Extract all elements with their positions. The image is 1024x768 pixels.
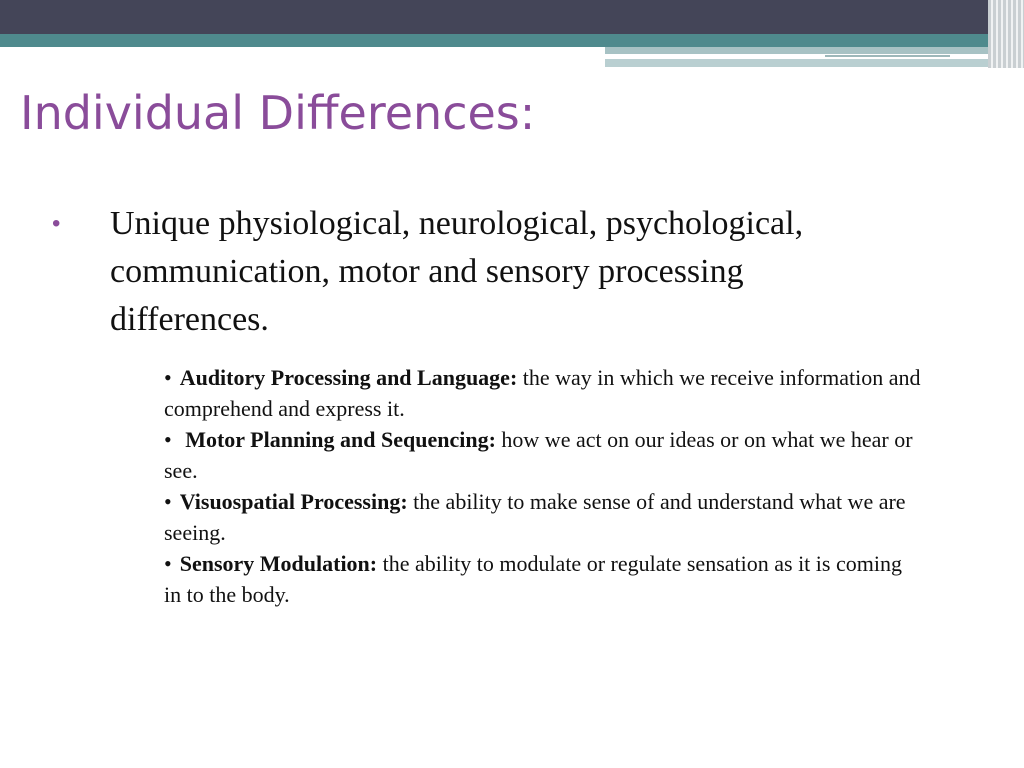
sub-bullet-dot-icon: • [164,551,172,576]
bullet-dot-icon: • [52,210,61,237]
sub-bullet-description: how we act on our ideas or on what we hear or see. [164,427,913,483]
sub-bullet-dot-icon: • [164,489,172,514]
sub-bullet-item [164,362,924,424]
sub-bullet-term: Sensory Modulation: [179,551,378,576]
sub-bullet-dot-icon: • [164,427,172,452]
main-bullet-text: Unique physiological, neurological, psychological, communication, motor and sensory processing differences. [110,205,804,338]
sub-bullet-description: the ability to make sense of and understand what we are seeing. [164,489,906,545]
sub-bullet-term: Visuospatial Processing: [179,489,408,514]
sub-bullet-list [164,362,924,610]
sub-bullet-item [164,424,924,486]
sub-bullet-description: the ability to modulate or regulate sensation as it is coming in to the body. [164,551,902,607]
sub-bullet-term: Auditory Processing and Language: [179,365,518,390]
header-divider-line [825,55,950,57]
sub-bullet-dot-icon: • [164,365,172,390]
main-bullet-point [52,200,852,344]
slide-title: Individual Differences: [20,86,536,140]
header-band-teal [0,34,1024,47]
sub-bullet-description: the way in which we receive information and comprehend and express it. [164,365,921,421]
sub-bullet-item [164,486,924,548]
header-band-light [605,47,1024,54]
sub-bullet-item [164,548,924,610]
header-band-light-lower [605,59,1024,67]
header-band-dark [0,0,1024,34]
sub-bullet-term: Motor Planning and Sequencing: [185,427,496,452]
header-stripes-decoration [988,0,1024,68]
